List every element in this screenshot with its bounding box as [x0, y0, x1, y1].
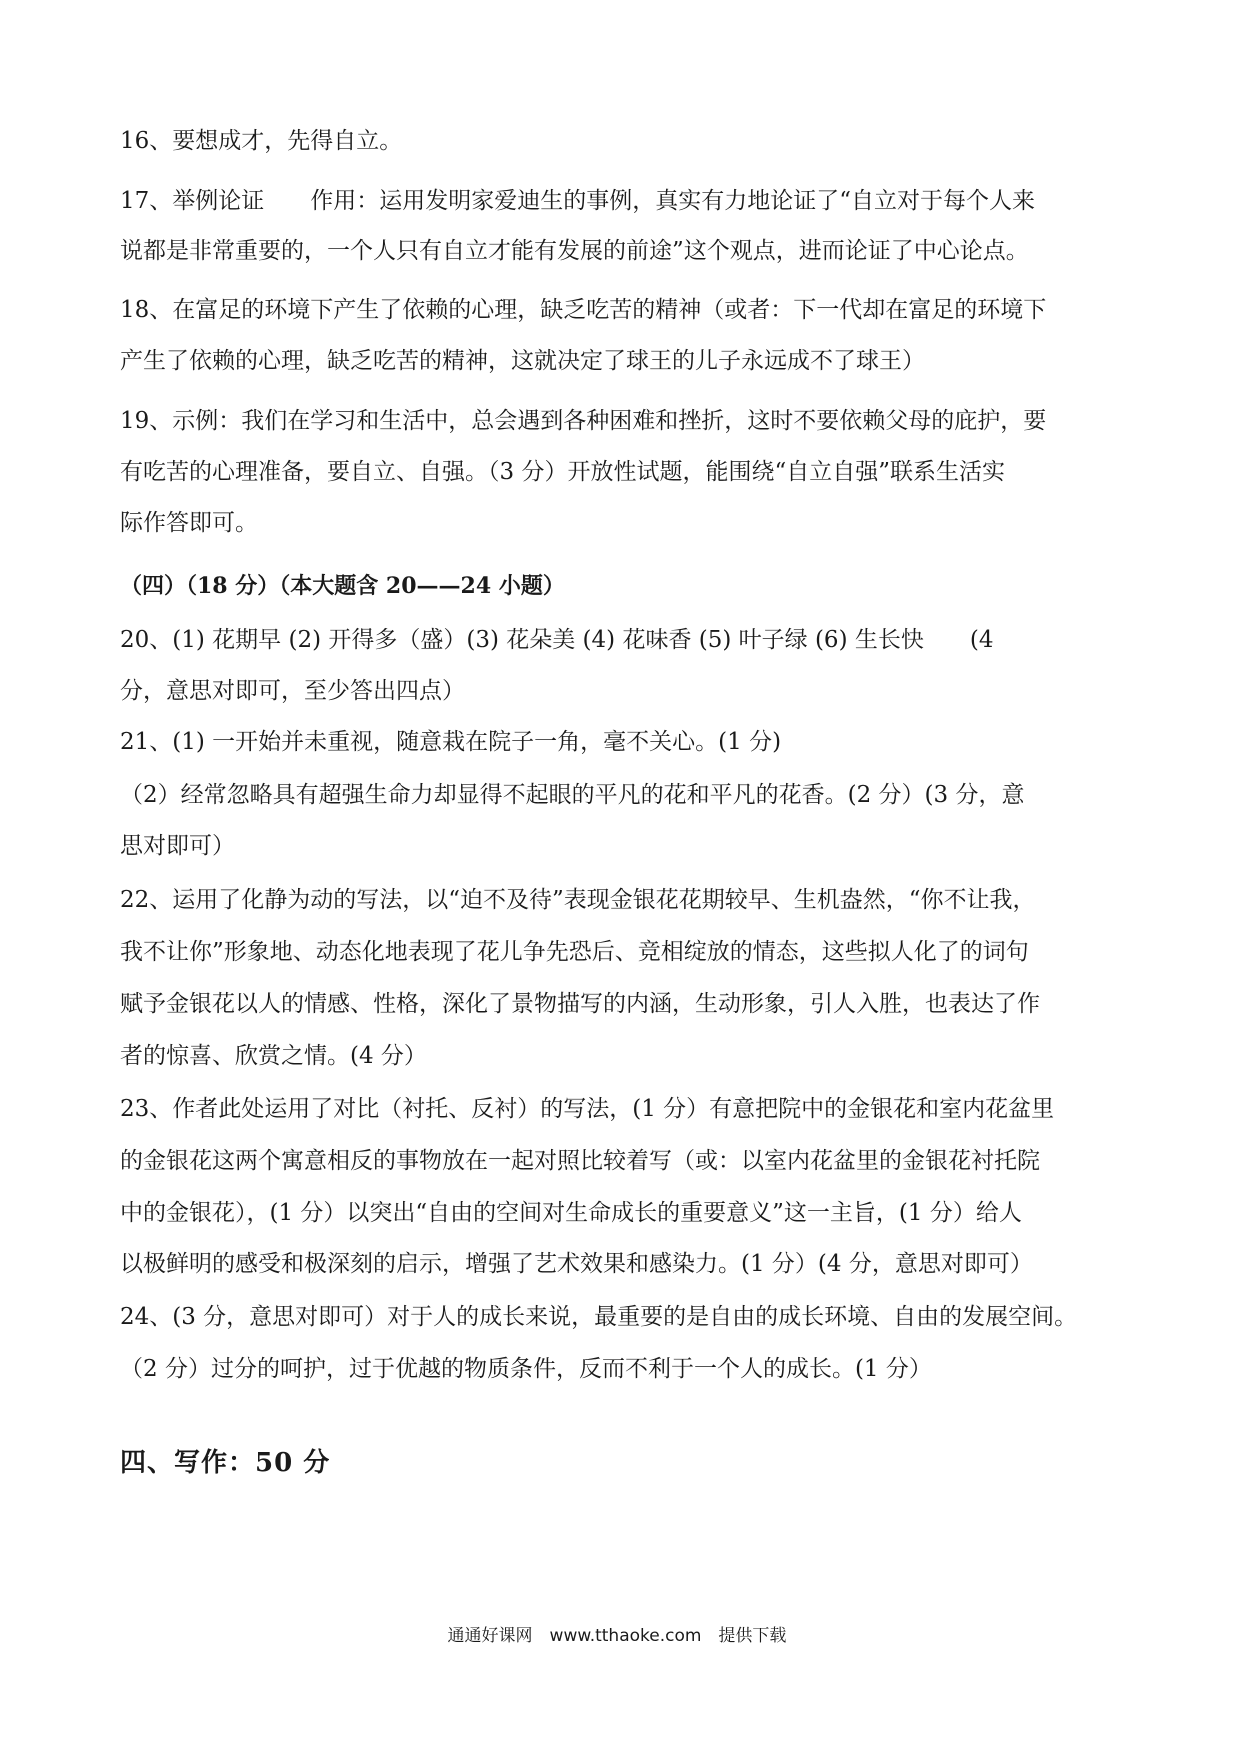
answer-21-line-2: （2）经常忽略具有超强生命力却显得不起眼的平凡的花和平凡的花香。(2 分）(3 分，意: [120, 782, 1025, 808]
answer-16-line-1: 16、要想成才，先得自立。: [120, 128, 403, 154]
answer-20-line-2: 分，意思对即可，至少答出四点）: [120, 678, 465, 704]
answer-19-line-1: 19、示例：我们在学习和生活中，总会遇到各种困难和挫折，这时不要依赖父母的庇护，要: [120, 408, 1047, 434]
section-four-header: （四）（18 分）（本大题含 20——24 小题）: [120, 573, 565, 599]
answer-21-line-1: 21、(1) 一开始并未重视，随意栽在院子一角，毫不关心。(1 分): [120, 729, 782, 755]
answer-22-line-4: 者的惊喜、欣赏之情。(4 分）: [120, 1043, 427, 1069]
answer-17-line-1: 17、举例论证 作用：运用发明家爱迪生的事例，真实有力地论证了“自立对于每个人来: [120, 188, 1036, 214]
writing-section-header: 四、写作：50 分: [120, 1448, 331, 1478]
answer-17-line-2: 说都是非常重要的，一个人只有自立才能有发展的前途”这个观点，进而论证了中心论点。: [120, 238, 1029, 264]
answer-22-line-3: 赋予金银花以人的情感、性格，深化了景物描写的内涵，生动形象，引人入胜，也表达了作: [120, 991, 1040, 1017]
answer-23-line-1: 23、作者此处运用了对比（衬托、反衬）的写法，(1 分）有意把院中的金银花和室内花盆里: [120, 1096, 1055, 1122]
answer-21-line-3: 思对即可）: [120, 833, 235, 859]
answer-22-line-1: 22、运用了化静为动的写法，以“迫不及待”表现金银花花期较早、生机盎然，“你不让我，: [120, 887, 1036, 913]
answer-24-line-1: 24、(3 分，意思对即可）对于人的成长来说，最重要的是自由的成长环境、自由的发展空间。: [120, 1304, 1078, 1330]
answer-19-line-3: 际作答即可。: [120, 510, 258, 536]
answer-23-line-2: 的金银花这两个寓意相反的事物放在一起对照比较着写（或：以室内花盆里的金银花衬托院: [120, 1148, 1040, 1174]
answer-22-line-2: 我不让你”形象地、动态化地表现了花儿争先恐后、竞相绽放的情态，这些拟人化了的词句: [120, 939, 1029, 965]
answer-23-line-4: 以极鲜明的感受和极深刻的启示，增强了艺术效果和感染力。(1 分）(4 分，意思对即可）: [120, 1251, 1033, 1277]
answer-18-line-1: 18、在富足的环境下产生了依赖的心理，缺乏吃苦的精神（或者：下一代却在富足的环境下: [120, 297, 1047, 323]
answer-24-line-2: （2 分）过分的呵护，过于优越的物质条件，反而不利于一个人的成长。(1 分）: [120, 1356, 932, 1382]
answer-20-line-1: 20、(1) 花期早 (2) 开得多（盛）(3) 花朵美 (4) 花味香 (5) 叶子绿 (6) 生长快 (4: [120, 627, 994, 653]
page-footer: 通通好课网 www.tthaoke.com 提供下载: [447, 1626, 787, 1646]
answer-18-line-2: 产生了依赖的心理，缺乏吃苦的精神，这就决定了球王的儿子永远成不了球王）: [120, 348, 925, 374]
answer-23-line-3: 中的金银花），(1 分）以突出“自由的空间对生命成长的重要意义”这一主旨，(1 分）给人: [120, 1200, 1022, 1226]
answer-19-line-2: 有吃苦的心理准备，要自立、自强。（3 分）开放性试题，能围绕“自立自强”联系生活实: [120, 459, 1005, 485]
